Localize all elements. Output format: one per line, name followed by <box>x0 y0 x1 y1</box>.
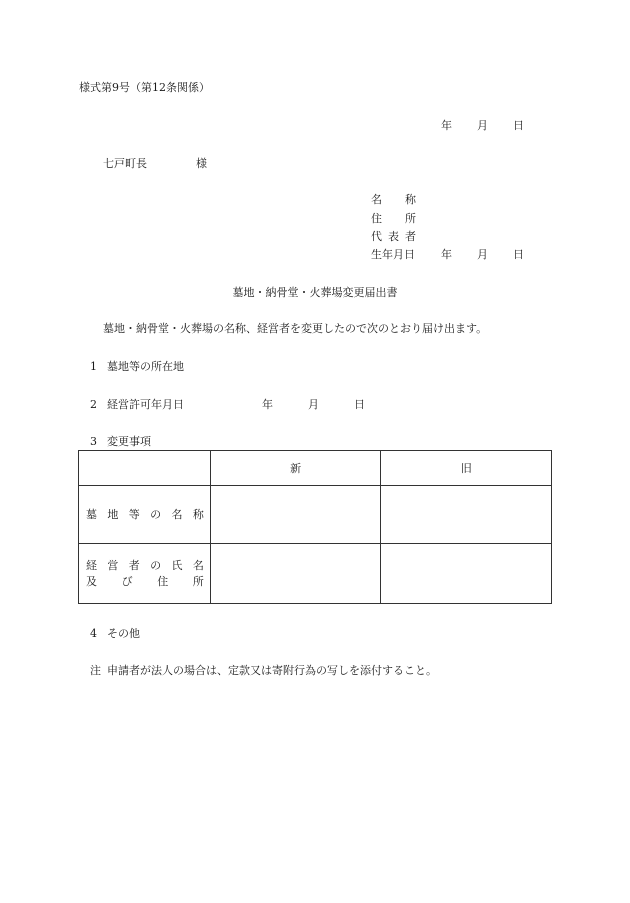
changes-table <box>78 450 552 604</box>
date-day-label: 日 <box>513 119 524 132</box>
facility-name-char: 名 <box>171 507 183 521</box>
facility-name-char: 称 <box>192 507 204 521</box>
facility-name-char: 等 <box>128 507 140 521</box>
item4-label: その他 <box>107 627 140 640</box>
operator-name-char: 経 <box>86 558 97 572</box>
applicant-rep-label-1: 代 <box>371 230 382 243</box>
operator-label <box>79 544 211 604</box>
item1-number: 1 <box>90 360 97 373</box>
permit-year-label: 年 <box>262 398 273 411</box>
intro-text: 墓地・納骨堂・火葬場の名称、経営者を変更したので次のとおり届け出ます。 <box>103 322 488 335</box>
facility-name-label <box>79 486 211 544</box>
applicant-name-label-2: 称 <box>405 193 416 206</box>
facility-name-new-field[interactable] <box>210 486 381 544</box>
facility-name-old-field[interactable] <box>381 486 552 544</box>
facility-name-char: 墓 <box>86 507 97 521</box>
item3-label: 変更事項 <box>107 435 151 448</box>
applicant-address-label-1: 住 <box>371 212 382 225</box>
applicant-address-label-2: 所 <box>405 212 416 225</box>
facility-name-char: 地 <box>107 507 119 521</box>
applicant-rep-label-3: 者 <box>405 230 416 243</box>
addressee-honorific: 様 <box>196 157 207 170</box>
table-row-facility-name <box>79 486 552 544</box>
applicant-birth-label: 生年月日 <box>371 248 415 261</box>
note-mark: 注 <box>90 664 101 677</box>
permit-month-label: 月 <box>308 398 319 411</box>
header-new: 新 <box>210 451 381 486</box>
item1-label: 墓地等の所在地 <box>107 360 184 373</box>
date-year-label: 年 <box>441 119 452 132</box>
date-month-label: 月 <box>477 119 488 132</box>
item2-number: 2 <box>90 398 97 411</box>
operator-name-char: の <box>150 558 162 572</box>
birth-year-label: 年 <box>441 248 452 261</box>
operator-name-char: 名 <box>192 558 204 572</box>
header-blank-cell <box>79 451 211 486</box>
operator-address-char: 所 <box>192 574 204 588</box>
item3-number: 3 <box>90 435 97 448</box>
item2-label: 経営許可年月日 <box>107 398 184 411</box>
applicant-rep-label-2: 表 <box>388 230 399 243</box>
operator-address-char: 及 <box>86 574 97 588</box>
header-old: 旧 <box>381 451 552 486</box>
table-header-row <box>79 451 552 486</box>
note-text: 申請者が法人の場合は、定款又は寄附行為の写しを添付すること。 <box>107 664 437 677</box>
addressee-name: 七戸町長 <box>103 157 147 170</box>
document-title: 墓地・納骨堂・火葬場変更届出書 <box>232 286 398 299</box>
operator-address-char: 住 <box>157 574 169 588</box>
permit-day-label: 日 <box>354 398 365 411</box>
operator-old-field[interactable] <box>381 544 552 604</box>
operator-name-char: 営 <box>107 558 119 572</box>
applicant-name-label-1: 名 <box>371 193 382 206</box>
birth-month-label: 月 <box>477 248 488 261</box>
birth-day-label: 日 <box>513 248 524 261</box>
item4-number: 4 <box>90 627 97 640</box>
facility-name-char: の <box>150 507 162 521</box>
form-number: 様式第9号（第12条関係） <box>79 81 210 94</box>
table-row-operator <box>79 544 552 604</box>
operator-name-char: 氏 <box>171 558 183 572</box>
operator-name-char: 者 <box>128 558 140 572</box>
operator-address-char: び <box>121 574 133 588</box>
operator-new-field[interactable] <box>210 544 381 604</box>
